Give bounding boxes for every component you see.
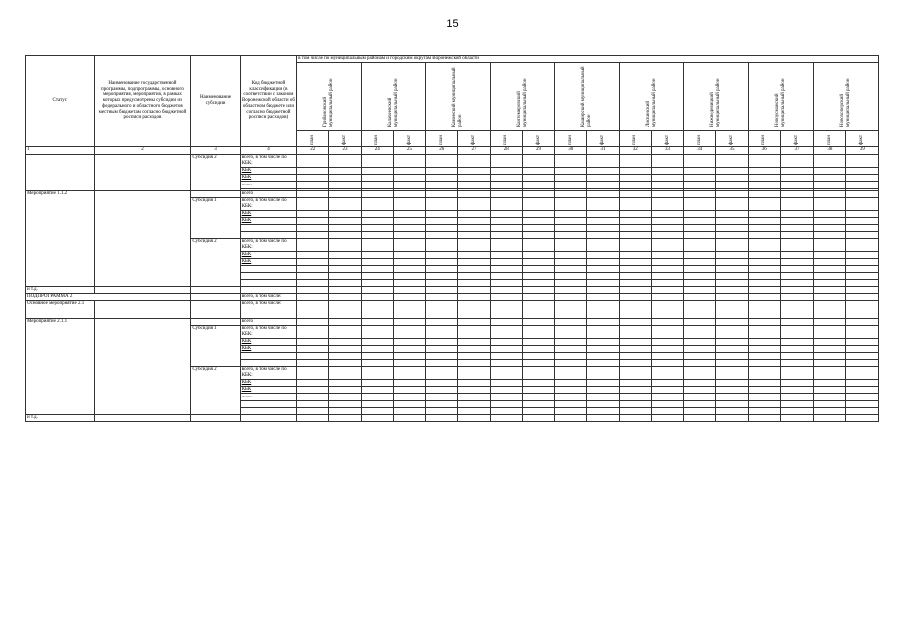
- kbk-cell: ........: [240, 393, 296, 400]
- district-header: [426, 62, 491, 130]
- subsidy-cell: [191, 318, 240, 325]
- table-row: [26, 154, 879, 167]
- plan-label: план: [567, 135, 573, 146]
- district-name: Лискинский муниципальный район: [645, 78, 657, 128]
- subsidy-cell: Субсидия 2: [191, 154, 240, 190]
- plan-label: план: [374, 135, 380, 146]
- name-cell: [94, 318, 191, 414]
- district-name: Новохоперский муниципальный район: [840, 78, 852, 128]
- kbk-cell: КБК: [240, 258, 296, 265]
- plan-header: [555, 130, 587, 146]
- fact-label: факт: [406, 135, 412, 146]
- kbk-cell: [240, 265, 296, 272]
- column-number: 4: [240, 146, 296, 154]
- districts-group-header: в том числе по муниципальным районам и городским округам Воронежской области: [297, 56, 879, 63]
- kbk-cell: [240, 352, 296, 359]
- column-number: 30: [555, 146, 587, 154]
- kbk-cell: КБК: [240, 386, 296, 393]
- plan-header: [426, 130, 458, 146]
- table-row: [26, 286, 879, 293]
- fact-header: [458, 130, 490, 146]
- name-cell: [94, 154, 191, 190]
- column-number: 39: [846, 146, 879, 154]
- kbk-cell: [240, 279, 296, 286]
- district-name: Новоусманский муниципальный район: [775, 78, 786, 128]
- fact-header: [329, 130, 361, 146]
- fact-label: факт: [535, 135, 541, 146]
- column-number: 35: [716, 146, 748, 154]
- subsidy-header: Наименование субсидии: [191, 56, 240, 147]
- plan-header: [361, 130, 393, 146]
- kbk-cell: [240, 400, 296, 407]
- column-number: 38: [814, 146, 846, 154]
- district-name: Нижнедевицкий муниципальный район: [710, 78, 721, 128]
- column-number: 36: [748, 146, 780, 154]
- fact-header: [846, 130, 879, 146]
- kbk-cell: [240, 224, 296, 231]
- status-cell: Мероприятие 2.1.1: [26, 318, 95, 414]
- district-name: Кантемировский муниципальный район: [516, 78, 528, 128]
- name-cell: [94, 190, 191, 286]
- district-header: [297, 62, 362, 130]
- kbk-cell: всего, в том числе:: [240, 293, 296, 300]
- column-number: 22: [297, 146, 329, 154]
- plan-header: [297, 130, 329, 146]
- plan-header: [619, 130, 651, 146]
- plan-label: план: [503, 135, 509, 146]
- kbk-cell: КБК: [240, 217, 296, 224]
- header-row-1: [26, 56, 879, 63]
- plan-header: [684, 130, 716, 146]
- status-cell: Мероприятие 1.1.2: [26, 190, 95, 286]
- kbk-cell: всего, в том числе:: [240, 300, 296, 318]
- subsidy-report-table: [25, 55, 879, 422]
- status-header: Статус: [26, 56, 95, 147]
- status-cell: и т.д.: [26, 414, 95, 421]
- plan-label: план: [309, 135, 315, 146]
- column-number: 37: [780, 146, 813, 154]
- kbk-cell: всего, в том числе по КБК:: [240, 154, 296, 167]
- column-number: 27: [458, 146, 490, 154]
- kbk-cell: [240, 407, 296, 414]
- column-number: 1: [26, 146, 95, 154]
- kbk-cell: [240, 359, 296, 366]
- district-header: [555, 62, 620, 130]
- column-number: 29: [522, 146, 554, 154]
- page-number: 15: [446, 18, 459, 30]
- subsidy-cell: [191, 190, 240, 197]
- district-header: [361, 62, 426, 130]
- status-cell: ПОДПРОГРАММА 2: [26, 293, 191, 300]
- status-cell: и т.д.: [26, 286, 95, 293]
- column-number: 32: [619, 146, 651, 154]
- table-row: [26, 293, 879, 300]
- plan-label: план: [632, 135, 638, 146]
- district-header: [814, 62, 879, 130]
- status-cell: [26, 154, 95, 190]
- fact-label: факт: [600, 135, 606, 146]
- column-number: 24: [361, 146, 393, 154]
- table-row: [26, 318, 879, 325]
- column-number: 34: [684, 146, 716, 154]
- column-number: 31: [587, 146, 619, 154]
- kbk-cell: всего: [240, 190, 296, 197]
- district-header: [684, 62, 749, 130]
- table-row: [26, 300, 879, 318]
- fact-label: факт: [664, 135, 670, 146]
- fact-header: [587, 130, 619, 146]
- subsidy-cell: Субсидия 1: [191, 325, 240, 366]
- fact-header: [393, 130, 425, 146]
- kbk-cell: [240, 231, 296, 238]
- kbk-header: Код бюджетной классификации (в соответствии с законом Воронежской области об областном бюджете или согласно бюджетной росписи расходов): [240, 56, 296, 147]
- subsidy-cell: Субсидия 2: [191, 366, 240, 414]
- kbk-cell: КБК: [240, 345, 296, 352]
- fact-label: факт: [471, 135, 477, 146]
- fact-label: факт: [729, 135, 735, 146]
- subsidy-cell: Субсидия 1: [191, 197, 240, 238]
- fact-label: факт: [794, 135, 800, 146]
- column-number: 2: [94, 146, 191, 154]
- plan-label: план: [826, 135, 832, 146]
- plan-header: [748, 130, 780, 146]
- table-row: [26, 190, 879, 197]
- kbk-cell: КБК: [240, 210, 296, 217]
- column-number: 25: [393, 146, 425, 154]
- name-header: Наименование государственной программы, подпрограммы, основного мероприятия, мероприятия, в рамках которых предусмотрены субсидии из федерального и областного бюджетов местным бюджетам согласно бюджетной росписи расходов: [94, 56, 191, 147]
- fact-header: [651, 130, 683, 146]
- fact-header: [522, 130, 554, 146]
- fact-header: [780, 130, 813, 146]
- district-name: Калачеевский муниципальный район: [387, 78, 399, 128]
- kbk-cell: всего, в том числе по КБК:: [240, 238, 296, 251]
- plan-label: план: [438, 135, 444, 146]
- table-row: [26, 414, 879, 421]
- column-number: 23: [329, 146, 361, 154]
- column-number: 33: [651, 146, 683, 154]
- district-header: [490, 62, 555, 130]
- district-name: Грибановский муниципальный район: [323, 78, 334, 128]
- kbk-cell: КБК: [240, 338, 296, 345]
- kbk-cell: всего, в том числе по КБК:: [240, 366, 296, 379]
- column-number: 3: [191, 146, 240, 154]
- kbk-cell: КБК: [240, 379, 296, 386]
- kbk-cell: всего: [240, 318, 296, 325]
- plan-header: [814, 130, 846, 146]
- kbk-cell: [240, 272, 296, 279]
- kbk-cell: всего, в том числе по КБК:: [240, 197, 296, 210]
- kbk-cell: всего, в том числе по КБК:: [240, 325, 296, 338]
- kbk-cell: КБК: [240, 251, 296, 258]
- plan-label: план: [761, 135, 767, 146]
- fact-header: [716, 130, 748, 146]
- district-name: Каменский муниципальный район: [452, 67, 463, 128]
- subsidy-cell: Субсидия 2: [191, 238, 240, 286]
- plan-header: [490, 130, 522, 146]
- fact-label: факт: [342, 135, 348, 146]
- status-cell: Основное мероприятие 2.1: [26, 300, 95, 318]
- district-name: Каширский муниципальный район: [581, 66, 592, 128]
- plan-label: план: [696, 135, 702, 146]
- column-number-row: [26, 146, 879, 154]
- kbk-cell: КБК: [240, 167, 296, 174]
- district-header: [748, 62, 814, 130]
- district-header: [619, 62, 684, 130]
- kbk-cell: ........: [240, 181, 296, 188]
- fact-label: факт: [859, 135, 865, 146]
- column-number: 28: [490, 146, 522, 154]
- kbk-cell: КБК: [240, 174, 296, 181]
- column-number: 26: [426, 146, 458, 154]
